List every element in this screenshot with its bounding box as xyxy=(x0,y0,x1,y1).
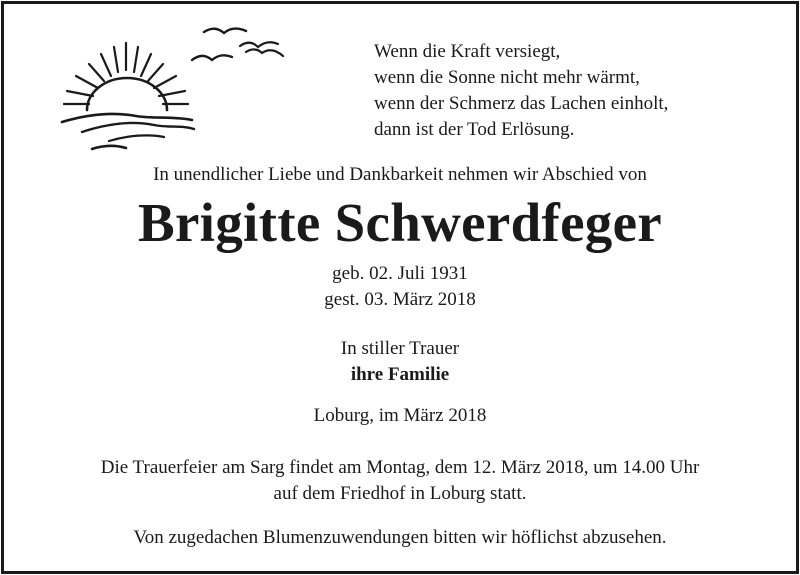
mourning-line: In stiller Trauer xyxy=(340,338,460,359)
funeral-service-info xyxy=(4,455,796,507)
place-date: Loburg, im März 2018 xyxy=(313,405,487,426)
life-dates xyxy=(4,261,796,313)
death-date: gest. 03. März 2018 xyxy=(324,289,476,310)
obituary-notice xyxy=(1,1,799,574)
poem-line: wenn der Schmerz das Lachen einholt, xyxy=(374,93,669,114)
deceased-name: Brigitte Schwerdfeger xyxy=(137,192,663,253)
poem-line: dann ist der Tod Erlösung. xyxy=(374,119,575,140)
poem xyxy=(374,39,774,143)
intro-text: In unendlicher Liebe und Dankbarkeit nehmen wir Abschied von xyxy=(153,164,647,185)
sunset-birds-icon xyxy=(54,24,294,154)
poem-line: wenn die Sonne nicht mehr wärmt, xyxy=(374,67,640,88)
service-line: Die Trauerfeier am Sarg findet am Montag, dem 12. März 2018, um 14.00 Uhr xyxy=(100,457,700,478)
mourners xyxy=(4,336,796,388)
poem-line: Wenn die Kraft versiegt, xyxy=(374,41,561,62)
service-line: auf dem Friedhof in Loburg statt. xyxy=(273,483,527,504)
flowers-note: Von zugedachen Blumenzuwendungen bitten wir höflichst abzusehen. xyxy=(133,527,667,548)
family-signature: ihre Familie xyxy=(350,364,450,385)
birth-date: geb. 02. Juli 1931 xyxy=(332,263,468,284)
